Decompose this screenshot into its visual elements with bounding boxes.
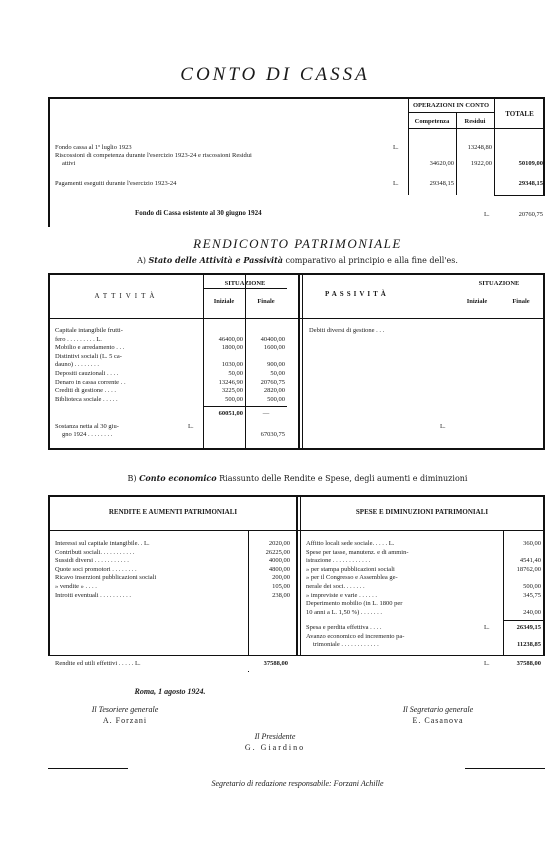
list-item: dauno) . . . . . . . . 1030,00 900,00 xyxy=(55,361,285,369)
head-rule xyxy=(408,112,494,113)
attivita-bottom-rule xyxy=(48,448,545,450)
row-riscossioni-tot: 50109,00 xyxy=(518,160,543,167)
situazione-head: SITUAZIONE xyxy=(224,280,266,287)
tot-rule xyxy=(494,195,545,196)
att-head-rule xyxy=(48,318,545,319)
page-title: CONTO DI CASSA xyxy=(180,64,370,85)
fondo-finale-val: 20760,75 xyxy=(518,211,543,218)
list-item: Contributi sociali. . . . . . . . . . . 26225,00 xyxy=(55,548,290,556)
row-fondo-iniziale-residui: 13248,80 xyxy=(467,144,492,151)
sub-a-letter: A) xyxy=(137,256,146,265)
list-item: » vendite » . . . . 105,00 xyxy=(55,582,290,590)
rendite-head: RENDITE E AUMENTI PATRIMONIALI xyxy=(108,508,238,516)
avanzo-label: Avanzo economico ed incremento pa- xyxy=(306,633,405,640)
sub-b-rest: Riassunto delle Rendite e Spese, degli aumenti e diminuzioni xyxy=(219,474,468,483)
avanzo-label2: trimoniale . . . . . . . . . . . . xyxy=(313,641,379,648)
tesoriere-name: A. Forzani xyxy=(102,716,148,725)
row-pagamenti-comp: 29348,15 xyxy=(429,180,454,187)
list-item: 10 anni a L. 1,50 %) . . . . . . . 240,00 xyxy=(306,608,541,616)
fondo-finale-label: Fondo di Cassa esistente al 30 giugno 1924 xyxy=(135,209,262,217)
list-item: nerale dei soci. . . . . . . 500,00 xyxy=(306,582,541,590)
spese-eff-label: Spesa e perdita effettiva . . . . xyxy=(306,624,382,631)
sub-b-title: Conto economico xyxy=(139,473,217,483)
row-riscossioni-comp: 34620,00 xyxy=(429,160,454,167)
left-rule xyxy=(48,97,50,227)
pass-situazione-head: SITUAZIONE xyxy=(478,280,520,287)
center-rule-2 xyxy=(302,273,303,448)
attivita-right-rule xyxy=(543,273,545,448)
list-item: Crediti di gestione . . . . 3225,00 2820,00 xyxy=(55,387,285,395)
list-item: Denaro in cassa corrente . . 13246,90 20760,75 xyxy=(55,378,285,386)
spese-tot-mark: L. xyxy=(484,660,490,667)
sub-a-rest: comparativo al principio e alla fine dell'es. xyxy=(285,256,458,265)
tesoriere-role: Il Tesoriere generale xyxy=(91,705,159,714)
head-rule xyxy=(408,128,545,129)
row-fondo-iniziale-mark: L. xyxy=(393,144,399,151)
fondo-finale-mark: L. xyxy=(484,211,490,218)
header-competenza: Competenza xyxy=(414,118,450,125)
spese-eff-val: 26349,15 xyxy=(516,624,541,631)
list-item: » impreviste e varie . . . . . . 345,75 xyxy=(306,591,541,599)
iniziale-head: Iniziale xyxy=(213,298,235,305)
attivita-list xyxy=(55,327,290,404)
rendite-list xyxy=(55,540,295,600)
pass-finale-head: Finale xyxy=(512,298,530,305)
row-fondo-iniziale-label: Fondo cassa al 1º luglio 1923 xyxy=(55,144,132,151)
economico-subtitle xyxy=(50,473,545,483)
center-rule xyxy=(298,273,300,448)
sostanza-fin: 67030,75 xyxy=(260,431,285,438)
presidente-name: G. Giardino xyxy=(244,743,306,752)
sostanza-mark: L. xyxy=(188,423,194,430)
list-item: Ricavo inserzioni pubblicazioni sociali 200,00 xyxy=(55,574,290,582)
footer-rule-left xyxy=(48,768,128,769)
list-item: Introiti eventuali . . . . . . . . . . 238,00 xyxy=(55,591,290,599)
finale-head: Finale xyxy=(257,298,275,305)
header-operazioni: OPERAZIONI IN CONTO xyxy=(412,102,490,109)
row-riscossioni-res: 1922,00 xyxy=(470,160,492,167)
eco-right-rule xyxy=(543,495,545,655)
rendite-tot-val: 37588,00 xyxy=(263,660,288,667)
row-pagamenti-mark: L. xyxy=(393,180,399,187)
spese-tot-val: 37588,00 xyxy=(516,660,541,667)
header-totale: TOTALE xyxy=(505,110,534,118)
passivita-head: PASSIVITÀ xyxy=(325,290,389,298)
spacer xyxy=(248,671,249,672)
top-rule xyxy=(48,97,543,99)
list-item: » per stampa pubblicazioni sociali 18762,00 xyxy=(306,565,541,573)
rendite-tot-label: Rendite ed utili effettivi . . . . . L. xyxy=(55,660,141,667)
pass-iniziale-head: Iniziale xyxy=(466,298,488,305)
list-item: Capitale intangibile frutti- xyxy=(55,327,123,334)
list-item: Mobilio e arredamento . . . 1800,00 1600,00 xyxy=(55,344,285,352)
sub-b-letter: B) xyxy=(127,474,137,483)
list-item: Affitto locali sede sociale. . . . . L. 360,00 xyxy=(306,540,541,547)
row-pagamenti-label: Pagamenti eseguiti durante l'esercizio 1923-24 xyxy=(55,180,177,187)
spese-sub-rule xyxy=(503,620,545,621)
presidente-role: Il Presidente xyxy=(254,732,296,741)
eco-total-rule xyxy=(48,655,545,656)
attivita-head: ATTIVITÀ xyxy=(94,292,159,300)
eco-center-rule xyxy=(296,495,298,655)
row-riscossioni-label2: attivi xyxy=(62,160,76,167)
list-item: Deperimento mobilio (in L. 1800 per xyxy=(306,600,403,608)
eco-left-rule xyxy=(48,495,50,655)
list-item: Biblioteca sociale . . . . . 500,00 500,00 xyxy=(55,395,285,403)
rendiconto-subtitle xyxy=(50,255,545,265)
avanzo-val: 11238,85 xyxy=(516,641,541,648)
list-item: Depositi cauzionali . . . . 50,00 50,00 xyxy=(55,369,285,377)
header-residui: Residui xyxy=(464,118,486,125)
eco-center-rule-2 xyxy=(300,495,301,655)
list-item: Spese per tasse, manutenz. e di ammin- xyxy=(306,548,409,556)
sostanza-label2: gno 1924 . . . . . . . . xyxy=(62,431,113,438)
list-item: » per il Congresso e Assemblea ge- xyxy=(306,574,398,582)
list-item: fero . . . . . . . . . L. 46400,00 40400,00 xyxy=(55,335,285,343)
spese-eff-mark: L. xyxy=(484,624,490,631)
spese-list xyxy=(306,540,543,617)
sub-a-title: Stato delle Attività e Passività xyxy=(148,255,283,265)
list-item: Sussidi diversi . . . . . . . . . . . 4000,00 xyxy=(55,557,290,565)
sostanza-label: Sostanza netta al 30 giu- xyxy=(55,423,119,430)
rendiconto-title: RENDICONTO PATRIMONIALE xyxy=(193,236,402,251)
passivita-mark: L. xyxy=(440,423,446,430)
eco-head-rule xyxy=(48,530,545,531)
list-item: istrazione . . . . . . . . . . . . 4541,40 xyxy=(306,557,541,565)
att-total-fin: — xyxy=(262,410,270,417)
row-pagamenti-tot: 29348,15 xyxy=(518,180,543,187)
list-item: Interessi sul capitale intangibile. . L. 2020,00 xyxy=(55,540,290,547)
row-riscossioni-label: Riscossioni di competenza durante l'esercizio 1923-24 e riscossioni Residui xyxy=(55,152,252,159)
attivita-top-rule xyxy=(48,273,545,275)
list-item: Quote soci promotori . . . . . . . . 4800,00 xyxy=(55,565,290,573)
passivita-row: Debiti diversi di gestione . . . xyxy=(309,327,385,334)
place-date: Roma, 1 agosto 1924. xyxy=(134,687,206,696)
att-sub-rule xyxy=(203,406,287,407)
segretario-role: Il Segretario generale xyxy=(402,705,474,714)
footer-rule-right xyxy=(465,768,545,769)
segretario-name: E. Casanova xyxy=(412,716,464,725)
spese-head: SPESE E DIMINUZIONI PATRIMONIALI xyxy=(355,508,489,516)
footer-text: Segretario di redazione responsabile: Forzani Achille xyxy=(211,779,384,788)
att-total-ini: 60051,00 xyxy=(218,410,243,417)
list-item: Distintivi sociali (L. 5 ca- xyxy=(55,352,122,360)
